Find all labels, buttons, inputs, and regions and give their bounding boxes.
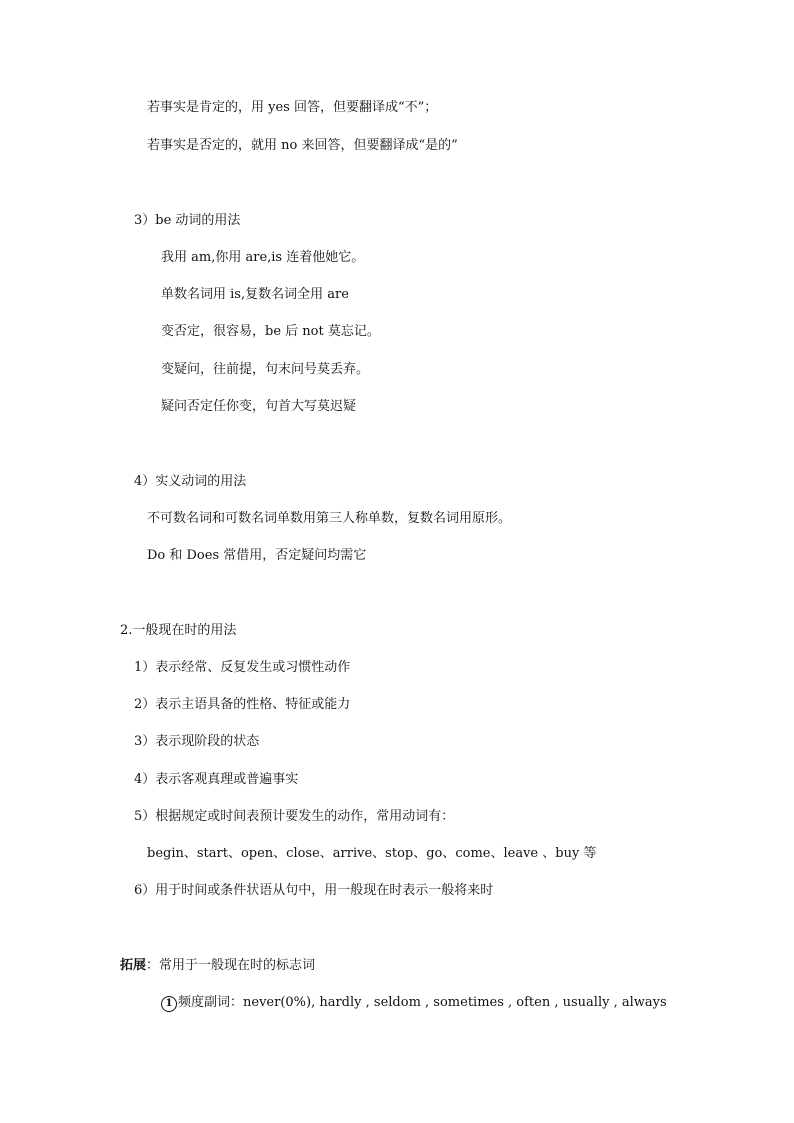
usage-item: 3）表示现阶段的状态: [134, 734, 260, 749]
be-verb-heading: 3）be 动词的用法: [134, 213, 241, 228]
usage-item: 4）表示客观真理或普遍事实: [134, 772, 299, 787]
notional-verb-line: Do 和 Does 常借用，否定疑问均需它: [147, 548, 367, 563]
extension-heading: [120, 957, 315, 975]
intro-line-1: 若事实是肯定的，用 yes 回答，但要翻译成“不”；: [147, 100, 438, 115]
present-tense-heading: 2.一般现在时的用法: [120, 623, 237, 638]
be-rhyme-line: 我用 am,你用 are,is 连着他她它。: [161, 250, 365, 265]
extension-heading-text: ：常用于一般现在时的标志词: [146, 958, 316, 973]
be-rhyme-line: 变疑问，往前提，句末问号莫丢弃。: [161, 362, 370, 377]
intro-line-2: 若事实是否定的，就用 no 来回答，但要翻译成“是的”: [147, 138, 458, 153]
be-rhyme-line: 单数名词用 is,复数名词全用 are: [161, 287, 349, 302]
be-rhyme-line: 变否定，很容易，be 后 not 莫忘记。: [161, 324, 380, 339]
usage-item: 5）根据规定或时间表预计要发生的动作，常用动词有：: [134, 809, 455, 824]
usage-item: 2）表示主语具备的性格、特征或能力: [134, 697, 351, 712]
notional-verb-heading: 4）实义动词的用法: [134, 474, 247, 489]
be-rhyme-line: 疑问否定任你变，句首大写莫迟疑: [161, 399, 357, 414]
notional-verb-line: 不可数名词和可数名词单数用第三人称单数，复数名词用原形。: [147, 511, 512, 526]
frequency-adverbs-line: [161, 994, 667, 1012]
extension-label: 拓展: [120, 958, 147, 973]
usage-item: 6）用于时间或条件状语从句中，用一般现在时表示一般将来时: [134, 883, 494, 898]
common-verbs-line: begin、start、open、close、arrive、stop、go、come、leave 、buy 等: [147, 846, 597, 861]
circled-number-1: 1: [161, 996, 177, 1012]
usage-item: 1）表示经常、反复发生或习惯性动作: [134, 660, 351, 675]
frequency-adverbs-text: 频度副词：never(0%), hardly , seldom , sometimes , often , usually , always: [178, 995, 667, 1010]
